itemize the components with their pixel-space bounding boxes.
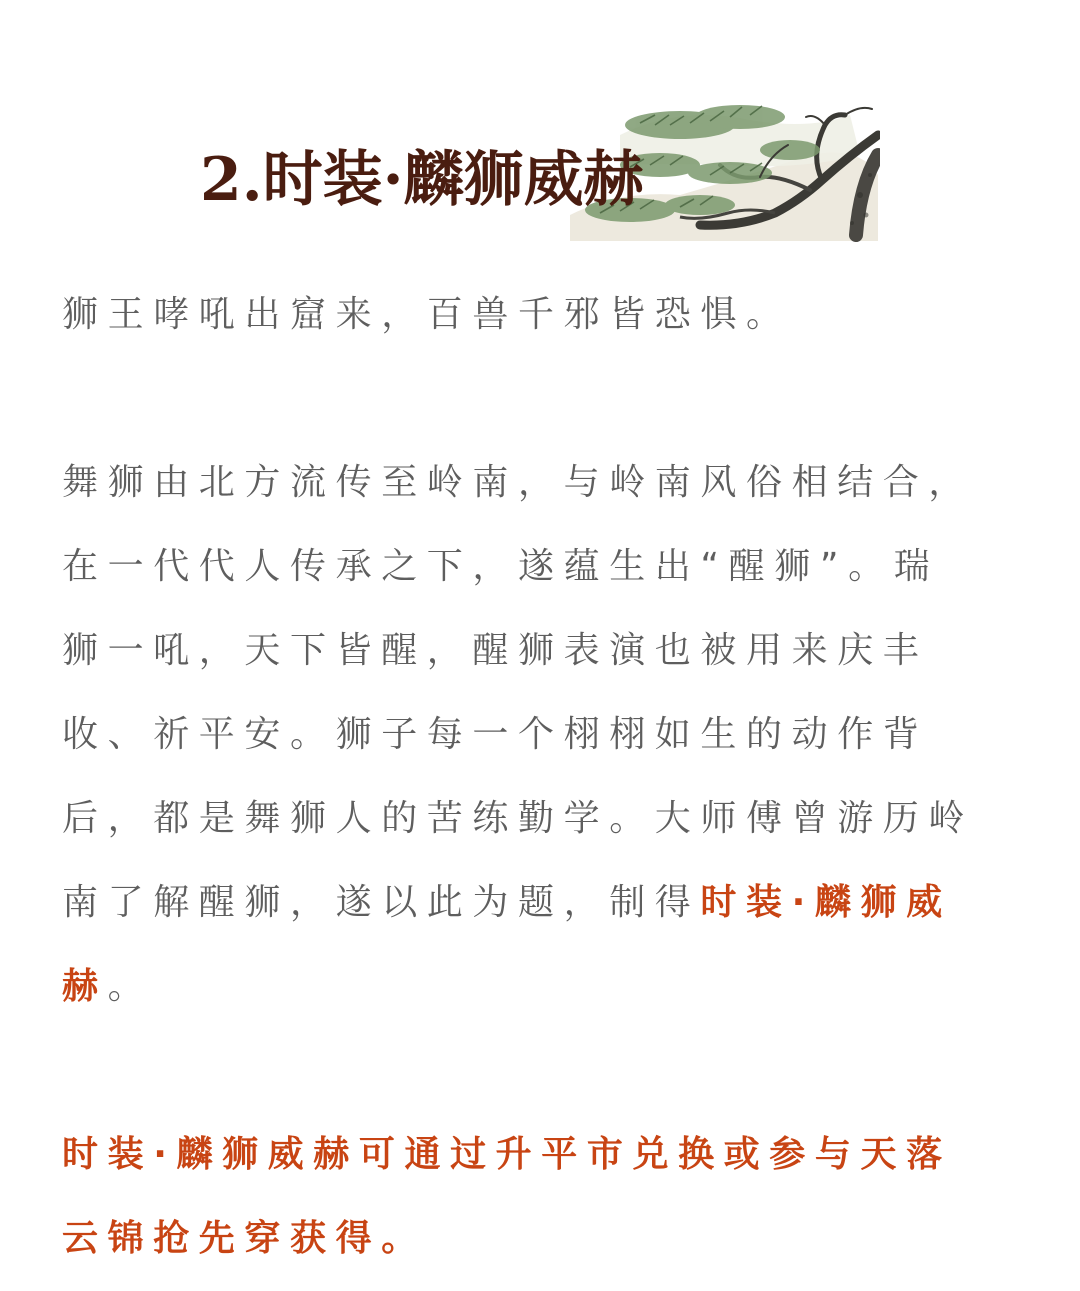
acquisition-note-line: 时装·麟狮威赫可通过升平市兑换或参与天落 [62,1134,952,1175]
section-header [200,95,880,245]
acquisition-note-line: 云锦抢先穿获得。 [62,1218,427,1259]
paragraph-line: 舞狮由北方流传至岭南，与岭南风俗相结合， [62,462,975,503]
paragraph-line: 在一代代人传承之下，遂蕴生出“醒狮”。瑞 [62,546,940,587]
section-title: 2.时装·麟狮威赫 [200,145,644,215]
paragraph-line [62,868,1022,952]
costume-name-highlight: 赫 [62,966,108,1007]
paragraph-spacer [62,364,1022,448]
line-text: 南了解醒狮，遂以此为题，制得 [62,882,701,923]
paragraph-intro: 狮王哮吼出窟来，百兽千邪皆恐惧。 [62,294,792,335]
paragraph-line: 收、祈平安。狮子每一个栩栩如生的动作背 [62,714,929,755]
paragraph-spacer [62,1036,1022,1120]
paragraph-line: 狮一吼，天下皆醒，醒狮表演也被用来庆丰 [62,630,929,671]
paragraph-line: 后，都是舞狮人的苦练勤学。大师傅曾游历岭 [62,798,975,839]
article-body [62,280,1022,1288]
line-text: 。 [107,966,154,1007]
paragraph-line [62,952,1022,1036]
costume-name-highlight: 时装·麟狮威 [700,882,952,923]
